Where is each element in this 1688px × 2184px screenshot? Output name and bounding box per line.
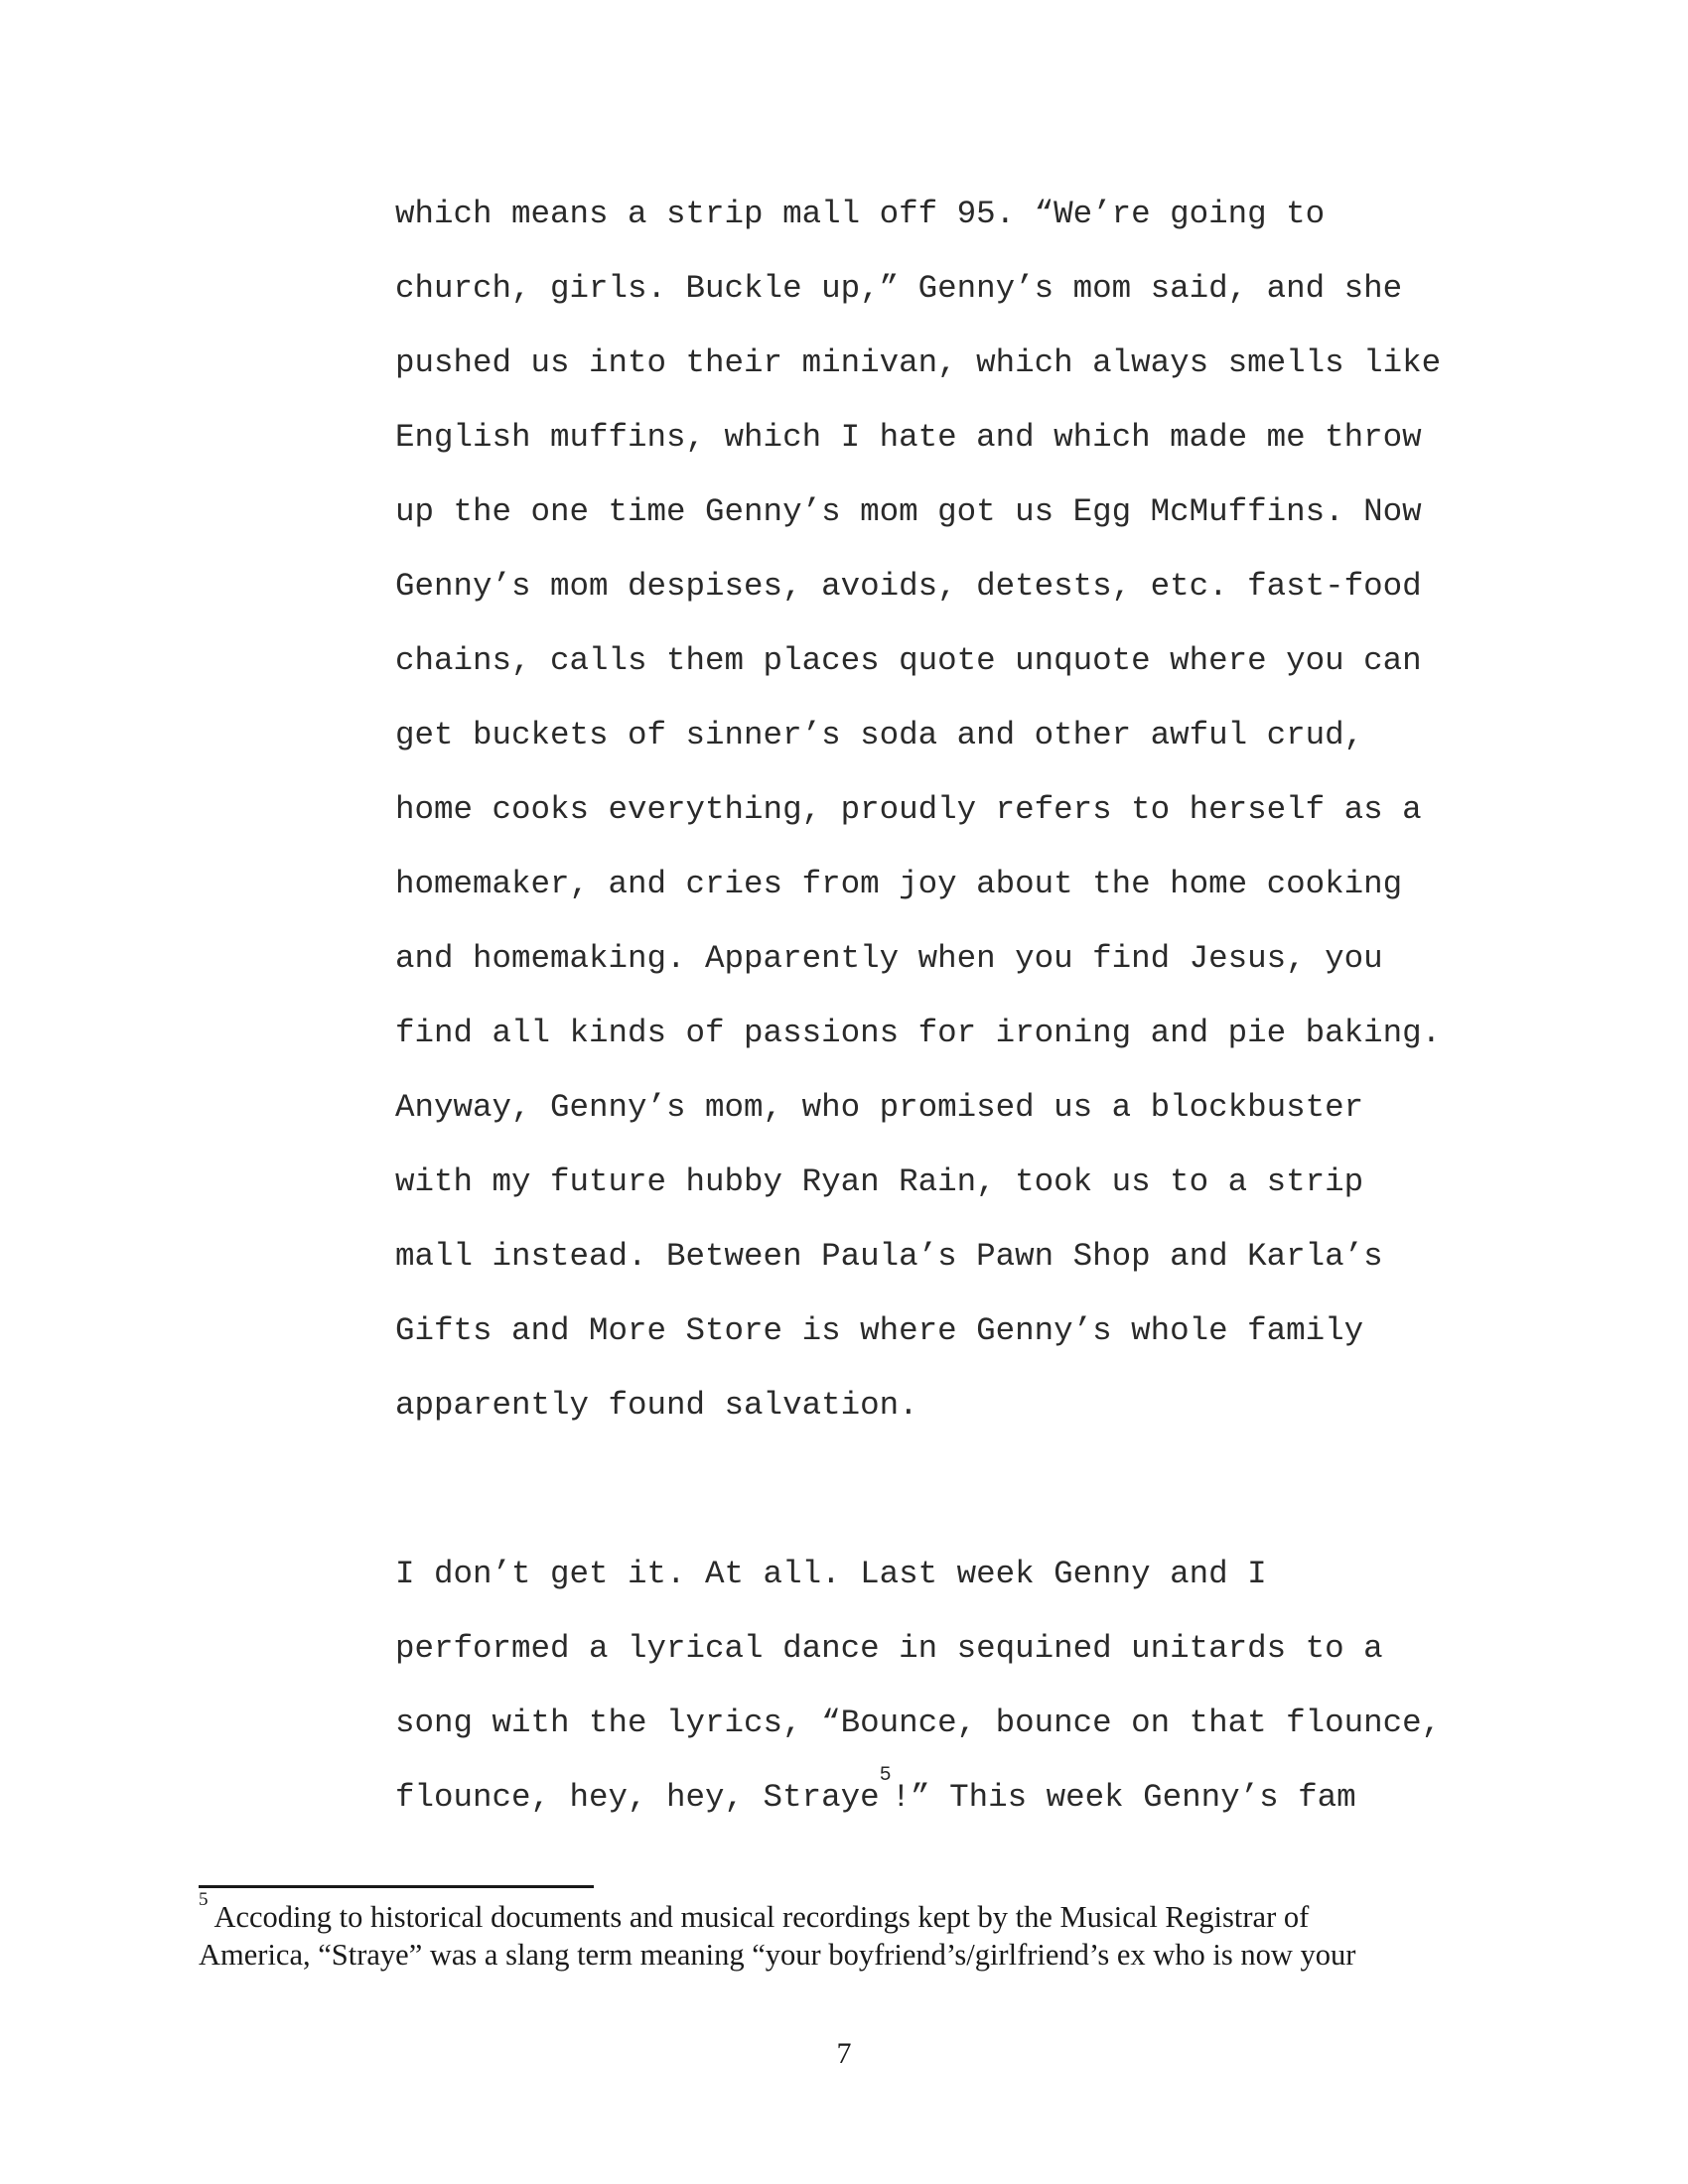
text-line: pushed us into their minivan, which always smells like [395,344,1442,381]
text-line: performed a lyrical dance in sequined unitards to a [395,1630,1383,1667]
footnote-number: 5 [199,1888,209,1910]
text-segment: flounce, hey, hey, Straye [395,1779,880,1816]
text-line: I don’t get it. At all. Last week Genny and I [395,1556,1267,1592]
page-number: 7 [836,2037,852,2070]
text-line: get buckets of sinner’s soda and other awful crud, [395,717,1364,753]
footnote-text: Accoding to historical documents and musical recordings kept by the Musical Registrar of [208,1900,1310,1934]
text-line: which means a strip mall off 95. “We’re going to [395,196,1326,232]
text-line: English muffins, which I hate and which made me throw [395,419,1422,456]
text-line: Gifts and More Store is where Genny’s whole family [395,1312,1364,1349]
paragraph-1 [395,177,1517,1442]
paragraph-2 [395,1537,1517,1835]
text-line: Anyway, Genny’s mom, who promised us a blockbuster [395,1089,1364,1126]
text-line: home cooks everything, proudly refers to herself as a [395,791,1422,828]
text-line: up the one time Genny’s mom got us Egg McMuffins. Now [395,493,1422,530]
text-line-with-footnote-ref [395,1760,1517,1835]
text-line: with my future hubby Ryan Rain, took us to a strip [395,1163,1364,1200]
text-line: and homemaking. Apparently when you find Jesus, you [395,940,1383,977]
text-line: homemaker, and cries from joy about the home cooking [395,866,1403,902]
footnote-reference[interactable]: 5 [879,1764,892,1788]
text-line: Genny’s mom despises, avoids, detests, etc. fast-food [395,568,1422,605]
text-segment: !” This week Genny’s fam [891,1779,1356,1816]
footnote-separator [199,1885,594,1888]
footnote-line: America, “Straye” was a slang term meaning “your boyfriend’s/girlfriend’s ex who is now your [199,1938,1356,1972]
text-line: find all kinds of passions for ironing and pie baking. [395,1015,1442,1051]
text-line: apparently found salvation. [395,1387,918,1424]
text-line: mall instead. Between Paula’s Pawn Shop and Karla’s [395,1238,1383,1275]
footnote [199,1888,1519,1974]
text-line: song with the lyrics, “Bounce, bounce on that flounce, [395,1705,1442,1741]
text-line: church, girls. Buckle up,” Genny’s mom said, and she [395,270,1403,307]
footnote-line [199,1888,1519,1936]
text-line: chains, calls them places quote unquote where you can [395,642,1422,679]
